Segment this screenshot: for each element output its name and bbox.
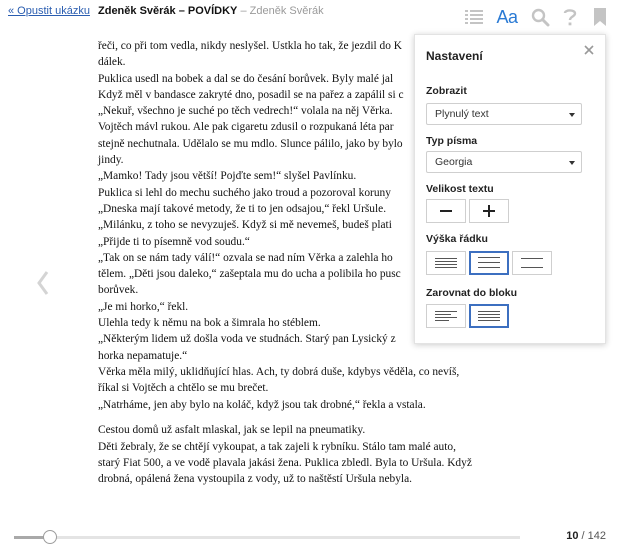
text-line: Věrka měla milý, uklidňující hlas. Ach, ty dobrá duše, kdybys věděla, co nevíš, (98, 365, 460, 378)
text-line: „Milánku, z toho se nevyzuješ. Když si mě nevemeš, budeš plati (98, 219, 392, 232)
text-line: jindy. (98, 154, 124, 167)
text-line: „Některým lidem už došla voda ve studnách. Starý pan Lysický z (98, 333, 396, 346)
text-line: starý Fiat 500, a ve vodě plavala jakási žena. Puklica zbledl. Byla to Uršula. Když (98, 456, 472, 469)
plus-icon (483, 205, 495, 217)
font-type-value: Georgia (435, 156, 473, 168)
current-page: 10 (566, 530, 579, 542)
line-height-medium-button[interactable] (469, 251, 509, 275)
book-author: – Zdeněk Svěrák (237, 5, 324, 17)
decrease-size-button[interactable] (426, 199, 466, 223)
text-line: Cestou domů už asfalt mlaskal, jak se lepil na pneumatiky. (98, 424, 366, 437)
display-mode-value: Plynulý text (435, 108, 489, 120)
text-size-buttons (426, 199, 509, 223)
bookmark-icon[interactable] (590, 7, 610, 27)
text-line: „Je mi horko,“ řekl. (98, 300, 189, 313)
text-line: Ulehla tedy k němu na bok a šimrala ho stéblem. (98, 317, 321, 330)
text-line: horka nepamatuje.“ (98, 349, 188, 362)
text-line: Vojtěch mávl rukou. Ale pak cigaretu zdusil o rozpukaná léta par (98, 121, 394, 134)
reader-header (0, 0, 620, 30)
increase-size-button[interactable] (469, 199, 509, 223)
text-line: Puklica si lehl do mechu suchého jako troud a pozoroval koruny (98, 186, 391, 199)
exit-preview-link[interactable]: « Opustit ukázku (8, 5, 90, 17)
minus-icon (440, 205, 452, 217)
text-size-label: Velikost textu (426, 183, 494, 195)
font-type-select[interactable] (426, 151, 582, 173)
book-title (98, 5, 324, 17)
text-line: „Dneska mají takové metody, že ti to jen odsajou,“ řekl Uršule. (98, 202, 387, 215)
line-height-small-button[interactable] (426, 251, 466, 275)
line-height-large-icon (521, 256, 543, 270)
line-height-buttons (426, 251, 552, 275)
text-line: „Mamko! Tady jsou větší! Pojďte sem!“ slyšel Pavlínku. (98, 170, 357, 183)
help-icon[interactable] (560, 7, 580, 27)
text-line: řeči, co při tom vedla, nikdy neslyšel. Ustkla ho tak, že jezdil do K (98, 40, 402, 52)
text-line: stejně nechutnala. Udělalo se mu mdlo. Slunce pálilo, jako by bylo (98, 137, 403, 150)
search-icon[interactable] (530, 7, 550, 27)
line-height-label: Výška řádku (426, 233, 488, 245)
text-line: borůvek. (98, 284, 139, 297)
text-line: říkal si Vojtěch a chtělo se mu brečet. (98, 382, 269, 395)
page-counter (566, 530, 606, 542)
line-height-large-button[interactable] (512, 251, 552, 275)
align-justify-button[interactable] (469, 304, 509, 328)
text-line: Když měl v bandasce zakryté dno, posadil se na pařez a zapálil si c (98, 88, 404, 101)
display-mode-select[interactable] (426, 103, 582, 125)
settings-panel (414, 34, 606, 344)
text-line: „Tak on se nám tady válí!“ ozvala se nad ním Věrka a zalehla ho (98, 251, 393, 264)
line-height-medium-icon (478, 256, 500, 270)
justify-label: Zarovnat do bloku (426, 287, 518, 299)
total-pages: 142 (587, 530, 606, 542)
text-line: „Nekuř, všechno je suché po těch vedrech!“ volala na něj Věrka. (98, 105, 393, 118)
align-left-icon (435, 310, 457, 322)
progress-slider-handle[interactable] (43, 530, 57, 544)
text-line: Děti žebraly, že se chtějí vykoupat, a tak zajeli k rybníku. Stálo tam malé auto, (98, 440, 456, 453)
text-line: „Přijde ti to písemně vod soudu.“ (98, 235, 250, 248)
page-separator: / (578, 530, 588, 542)
caret-down-icon (569, 161, 575, 165)
reader-toolbar (464, 6, 610, 28)
text-line: drobná, opálená žena vystoupila z vody, už to naštěstí Uršula nebyla. (98, 473, 412, 486)
progress-track[interactable] (14, 536, 520, 539)
list-icon[interactable] (464, 7, 484, 27)
chevron-left-icon[interactable] (34, 268, 52, 298)
settings-title: Nastavení (426, 49, 483, 63)
text-line: dálek. (98, 56, 126, 69)
book-title-text: Zdeněk Svěrák – POVÍDKY (98, 5, 238, 17)
text-line: tělem. „Děti jsou daleko,“ zašeptala mu do ucha a polibila ho pusc (98, 268, 401, 281)
caret-down-icon (569, 113, 575, 117)
text-line: Puklica usedl na bobek a dal se do česání borůvek. Byly malé jal (98, 72, 394, 85)
font-type-label: Typ písma (426, 135, 478, 147)
line-height-small-icon (435, 256, 457, 270)
text-line: „Natrháme, jen aby bylo na koláč, když jsou tak drobné,“ řekla a vstala. (98, 398, 426, 411)
align-left-button[interactable] (426, 304, 466, 328)
align-justify-icon (478, 310, 500, 322)
close-icon[interactable] (582, 43, 596, 57)
display-mode-label: Zobrazit (426, 85, 467, 97)
justify-buttons (426, 304, 509, 328)
font-size-icon[interactable]: Aa (496, 6, 518, 27)
